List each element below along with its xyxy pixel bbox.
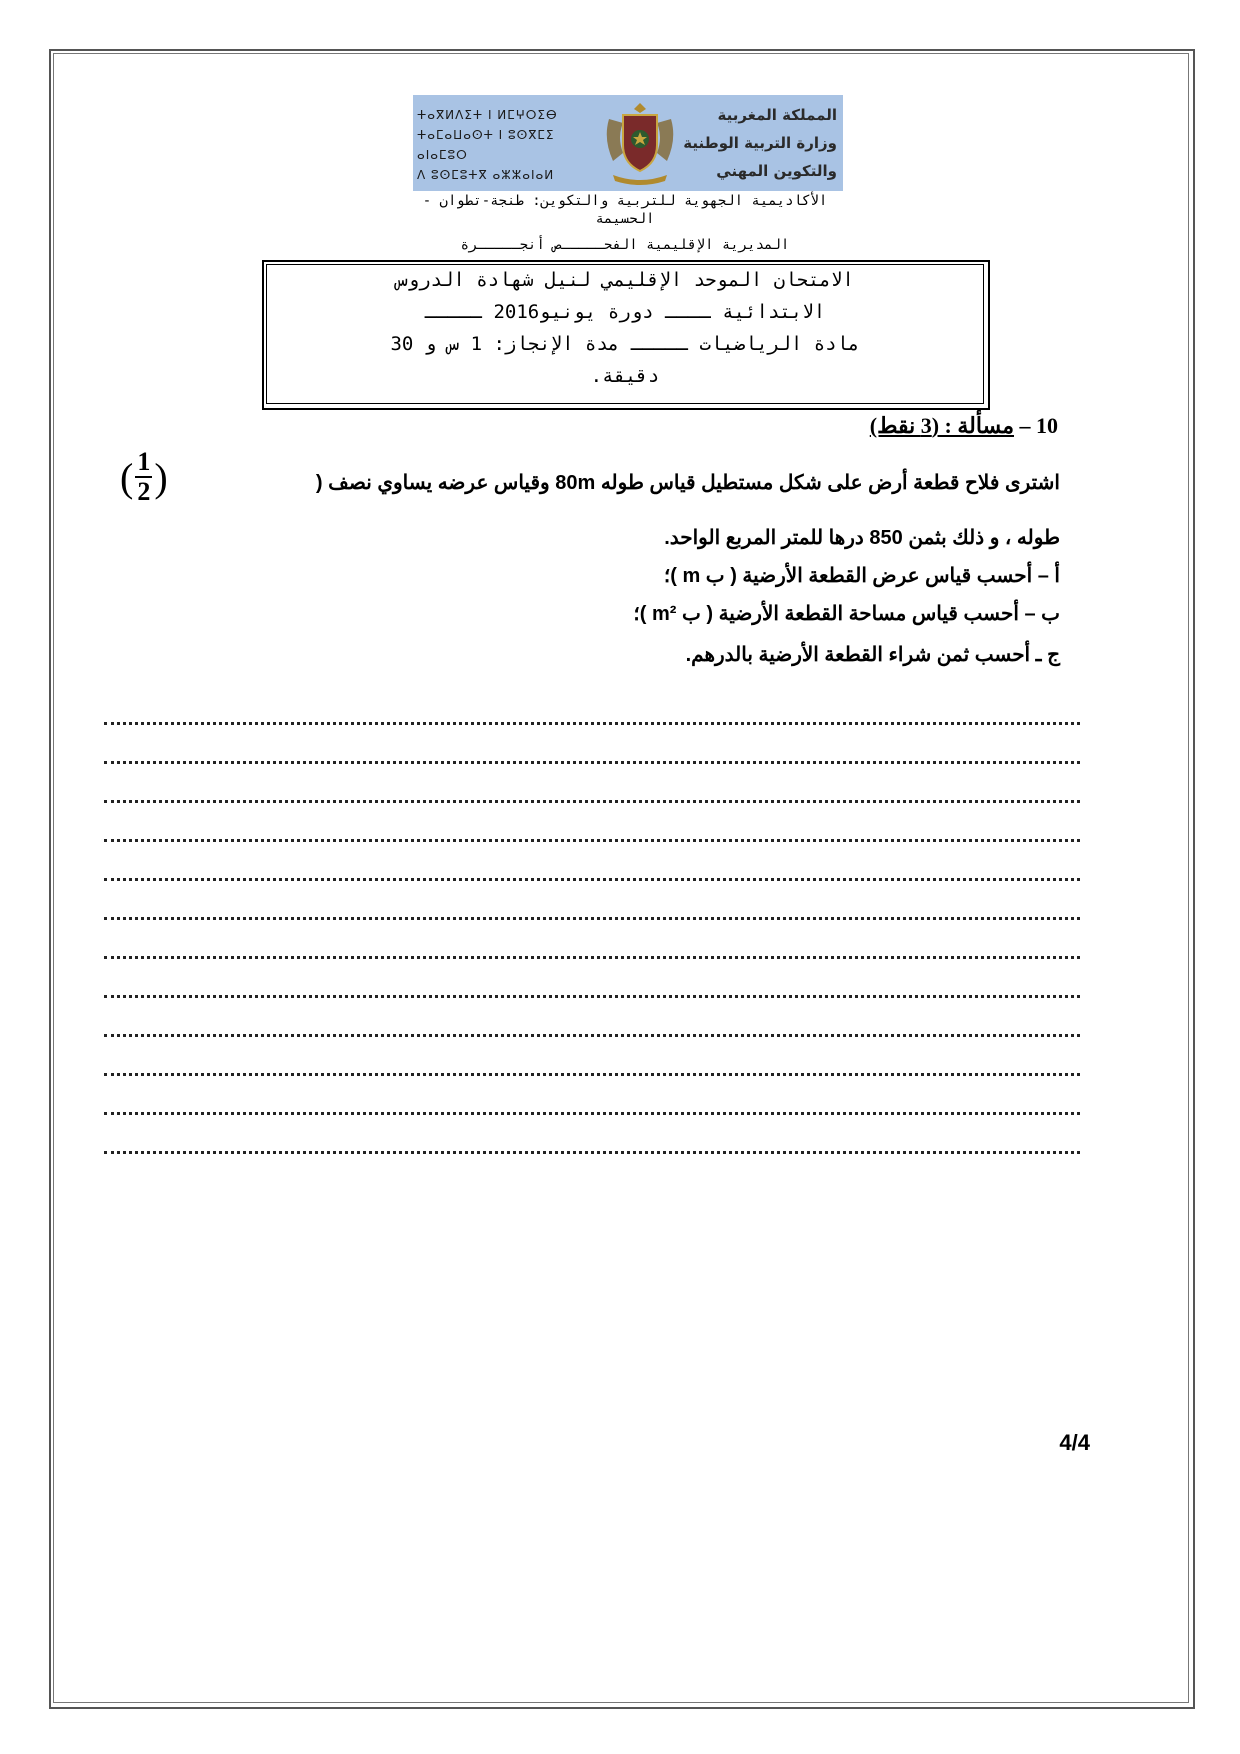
paren-open: (	[315, 472, 323, 494]
answer-line[interactable]	[104, 764, 1080, 803]
answer-line[interactable]	[104, 803, 1080, 842]
paren-left: (	[120, 454, 134, 500]
answer-lines	[104, 686, 1080, 1154]
exam-info-text: الامتحان الموحد الإقليمي لنيل شهادة الدروس الابتدائية ــــ دورة يونيو2016 ـــــ مادة الرياضيات ـــــ مدة الإنجاز: 1 س و 30 دقيقة.	[390, 269, 860, 387]
problem-statement-line1: اشترى فلاح قطعة أرض على شكل مستطيل قياس طوله 80m وقياس عرضه يساوي نصف (	[315, 472, 1060, 494]
question-number: 10 –	[1019, 413, 1058, 438]
question-heading	[870, 413, 1058, 439]
ministry-arabic-text: المملكة المغربية وزارة التربية الوطنية والتكوين المهني	[683, 106, 837, 180]
fraction-numerator: 1	[137, 447, 151, 476]
part-a: أ – أحسب قياس عرض القطعة الأرضية ( ب m )؛	[663, 565, 1060, 587]
tifinagh-text: ⵜⴰⴳⵍⴷⵉⵜ ⵏ ⵍⵎⵖⵔⵉⴱ ⵜⴰⵎⴰⵡⴰⵙⵜ ⵏ ⵓⵙⴳⵎⵉ ⴰⵏⴰⵎⵓⵔ ⴷ ⵓⵙⵎⵓⵜⴳ ⴰⵣⵣⴰⵏⴰⵍ	[417, 108, 558, 182]
fraction-denominator: 2	[137, 477, 151, 506]
answer-line[interactable]	[104, 1037, 1080, 1076]
answer-line[interactable]	[104, 842, 1080, 881]
answer-line[interactable]	[104, 998, 1080, 1037]
answer-line[interactable]	[104, 959, 1080, 998]
coat-of-arms-icon	[599, 99, 681, 187]
fraction-half	[120, 448, 168, 506]
part-c: ج ـ أحسب ثمن شراء القطعة الأرضية بالدرهم.	[685, 644, 1060, 666]
answer-line[interactable]	[104, 1115, 1080, 1154]
paren-close: )	[154, 454, 168, 500]
answer-line[interactable]	[104, 920, 1080, 959]
problem-statement-line2: طوله ، و ذلك بثمن 850 درها للمتر المربع الواحد.	[664, 527, 1060, 549]
academy-title: الأكاديمية الجهوية للتربية والتكوين: طنجة-تطوان - الحسيمة	[422, 193, 828, 227]
question-label: مسألة : (3 نقط)	[869, 413, 1014, 438]
answer-line[interactable]	[104, 1076, 1080, 1115]
part-b: ب – أحسب قياس مساحة القطعة الأرضية ( ب m² )؛	[633, 603, 1060, 625]
answer-line[interactable]	[104, 881, 1080, 920]
answer-line[interactable]	[104, 686, 1080, 725]
directorate-title: المديرية الإقليمية الفحـــــص أنجـــــرة	[460, 237, 790, 253]
answer-line[interactable]	[104, 725, 1080, 764]
page-number: 4/4	[1059, 1430, 1090, 1455]
ministry-logo	[413, 95, 843, 191]
